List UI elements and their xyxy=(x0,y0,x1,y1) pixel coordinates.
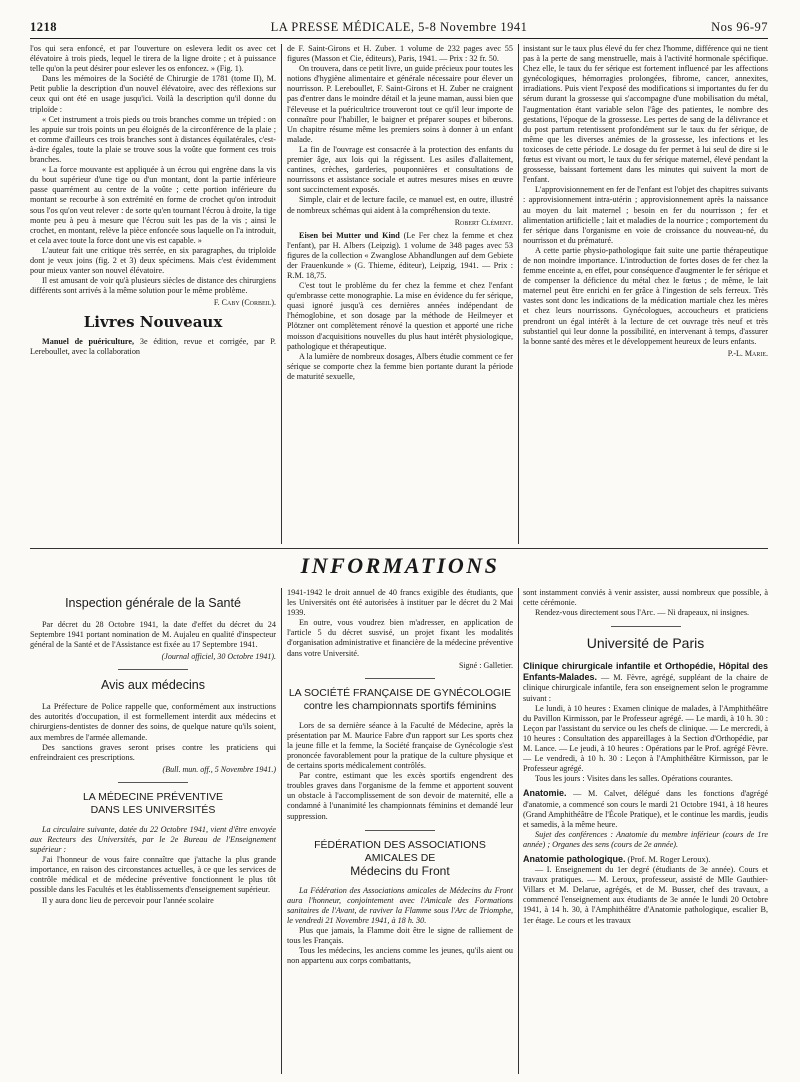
paragraph: Simple, clair et de lecture facile, ce manuel est, en outre, illustré de nombreux schémas qui aident à la compréhension du texte. xyxy=(287,195,513,215)
paragraph: A la lumière de nombreux dosages, Albers étudie comment ce fer sérique se comporte chez la femme bien portante durant la période de maturité sexuelle, xyxy=(287,351,513,381)
paragraph: de F. Saint-Girons et H. Zuber. 1 volume de 232 pages avec 55 figures (Masson et Cie, éditeurs), Paris, 1941. — Prix : 32 fr. 50. xyxy=(287,44,513,64)
paragraph: l'os qui sera enfoncé, et par l'ouverture on esleverа ledit os avec cet élévatoire à trois pieds, lequel le tirera de la ligne droite ; et à puissance telle qu'on la peut désirer pour eslever les os enfoncez. » (Fig. 1). xyxy=(30,44,276,74)
info-column-1 xyxy=(30,588,276,1078)
info-column-3 xyxy=(523,588,768,1078)
top-column-1 xyxy=(30,44,276,544)
separator xyxy=(611,626,681,627)
paragraph: Tous les médecins, les anciens comme les jeunes, qu'ils aient ou non appartenu aux corps combattants, xyxy=(287,946,513,966)
paragraph: 1941-1942 le droit annuel de 40 francs exigible des étudiants, que les Universités ont été autorisées à instituer par le décret du 2 Mai 1939. xyxy=(287,588,513,618)
separator xyxy=(118,782,188,783)
course-heading: Anatomie pathologique. xyxy=(523,853,626,864)
column-divider xyxy=(281,588,282,1074)
paragraph: Tous les jours : Visites dans les salles. Opérations courantes. xyxy=(535,774,733,784)
heading-medecine-preventive xyxy=(30,791,276,817)
paragraph: Lors de sa dernière séance à la Faculté de Médecine, après la présentation par M. Maurice Fabre d'un rapport sur Les sports chez la jeune fille et la femme, la Société française de Gynécologie s'est prononcée favorablement pour la pratique de la culture physique et de certains sports médicalement contrôlés. xyxy=(287,720,513,771)
book-details: (Le Fer chez la femme et chez l'enfant), par H. Albers (Leipzig). 1 volume de 348 pages avec 53 figures de la collection « Zwanglose Abhandlungen auf dem Gebiete der Frauenkunde » (G. Thieme, éditeur), Leipzig, 1941. — Prix : R.M. 18,75. xyxy=(287,230,513,280)
course-text: — M. Fèvre, agrégé, suppléant de la chaire de clinique chirurgicale infantile, fera son enseignement selon le programme suivant : xyxy=(523,673,768,703)
heading-line: DANS LES UNIVERSITÉS xyxy=(90,803,216,816)
paragraph: C'est tout le problème du fer chez la femme et chez l'enfant qu'embrasse cette monographie. La mise en évidence du fer sérique, quasi ignoré jusqu'à ces dernières années indépendant de l'hémoglobine, et son dosage par la méthode de Heilmeyer et Plötzner ont complètement rénové la question et apporté une riche moisson d'acquisitions nouvelles du plus haut intérêt physiologique, pathologique et thérapeutique. xyxy=(287,281,513,351)
page-header xyxy=(30,18,768,39)
separator xyxy=(365,678,435,679)
course-heading: Anatomie. xyxy=(523,788,567,799)
separator xyxy=(365,830,435,831)
paragraph: Dans les mémoires de la Société de Chirurgie de 1781 (tome II), M. Petit publie la description d'un nouvel élévatoire, avec des réflexions sur ceux qui ont été en usage jusqu'ici. Voilà la description qu'il donne du triploïde : xyxy=(30,74,276,114)
book-review xyxy=(287,231,513,281)
paragraph: La Préfecture de Police rappelle que, conformément aux instructions des autorités d'occupation, il est formellement interdit aux médecins et chirurgiens-dentistes de donner des soins, de quelque nature qu'ils soient, aux membres de l'armée allemande. xyxy=(30,702,276,742)
heading-avis-medecins: Avis aux médecins xyxy=(101,678,205,693)
heading-societe-gynecologie xyxy=(287,687,513,713)
heading-line: contre les championnats sportifs féminins xyxy=(303,699,497,712)
heading-inspection-sante: Inspection générale de la Santé xyxy=(65,596,241,610)
paragraph: — I. Enseignement du 1er degré (étudiants de 3e année). Cours et travaux pratiques. — M. Leroux, professeur, assisté de Mlle Gauthier-Villars et M. Delarue, agrégés, et de M. Busser, chef des travaux, a commencé l'enseignement aux étudiants de 3e année le lundi 20 Octobre 1941, à 14 h. 30, à l'Amphithéâtre d'Anatomie pathologique, escalier B, 1er étage. Le cours et les travaux xyxy=(523,865,768,925)
paragraph: La fin de l'ouvrage est consacrée à la protection des enfants du premier âge, aux lois qui la régissent. Les asiles d'allaitement, cantines, crèches, garderies, pouponnières et consultations de nourrissons et assistance sociale et autres mesures mises en œuvre sont succinctement exposés. xyxy=(287,144,513,195)
section-divider xyxy=(30,548,768,549)
book-review xyxy=(30,337,276,357)
info-column-2 xyxy=(287,588,513,1078)
paragraph: Plus que jamais, la Flamme doit être le signe de ralliement de tous les Français. xyxy=(287,925,513,946)
column-divider xyxy=(281,44,282,544)
course-heading: Clinique chirurgicale infantile et Orthopédie, Hôpital des Enfants-Malades. xyxy=(523,661,768,683)
paragraph: insistant sur le taux plus élevé du fer chez l'homme, différence qui ne tient pas à la perte de sang menstruelle, mais à l'activité hormonale spécifique. Chez elle, le taux du fer sérique est fortement influencé par les affections gynécologiques, hémorragies prolongées, fibrome, cancer, annexites, irradiations. Puis vient l'exposé des modifications si importantes du fer du sérum durant la grossesse qui s'accompagne d'une mobilisation du métal, l'augmentation étant variable selon l'âge des patientes, le nombre des gestations, l'époque de la grossesse. Les pertes de sang de la délivrance et du post partum retentissent profondément sur le taux du fer sérique, de même que les diverses anémies de la grossesse, les infections et les toxicoses de cette période. Le dosage du fer permet à lui seul de dire si le fœtus est vivant ou mort, le taux du fer sérique maternel, élevé pendant la grossesse, baissant fortement dans les minutes qui suivent la mort de l'enfant. xyxy=(523,44,768,185)
book-title: Manuel de puériculture, xyxy=(42,337,135,347)
signature: Signé : Galletier. xyxy=(459,660,513,670)
paragraph: L'auteur fait une critique très serrée, en six paragraphes, du triploïde dont je veux joins (fig. 2 et 3) deux spécimens. Mais c'est évidemment pour mieux vanter son nouvel élévatoire. xyxy=(30,245,276,276)
heading-universite-paris: Université de Paris xyxy=(586,635,705,652)
paragraph: Le lundi, à 10 heures : Examen clinique de malades, à l'Amphithéâtre du Pavillon Kirmisson, par le Professeur agrégé. — Le mardi, à 10 h. 30 : Leçon par l'assistant du service ou les chefs de clinique. — Le mercredi, à 10 heures : Consultation des appareillages à la Section d'Orthopédie, par M. Lance. — Le jeudi, à 10 heures : Opérations par le Prof. agrégé Fèvre. — Le vendredi, à 10 h. 30 : Leçon à l'Amphithéâtre Kirmisson, par le Professeur agrégé. xyxy=(523,703,768,774)
signature: F. Caby (Corbeil). xyxy=(213,298,276,308)
column-divider xyxy=(518,588,519,1074)
course-entry xyxy=(523,788,768,829)
source-citation: (Bull. mun. off., 5 Novembre 1941.) xyxy=(162,764,276,774)
section-heading-livres-nouveaux: Livres Nouveaux xyxy=(83,313,223,332)
separator xyxy=(118,669,188,670)
paragraph: Par décret du 28 Octobre 1941, la date d'effet du décret du 24 Septembre 1941 portant nomination de M. Aujaleu en qualité d'inspecteur général de la Santé et de l'Assistance est fixée au 17 Septembre 1941. xyxy=(30,620,276,650)
journal-title: LA PRESSE MÉDICALE, 5-8 Novembre 1941 xyxy=(270,20,528,34)
signature: Robert Clément. xyxy=(454,217,513,227)
paragraph: Il est amusant de voir qu'à plusieurs siècles de distance des chirurgiens différents sont arrivés à la même solution pour le même problème. xyxy=(30,276,276,296)
top-column-3 xyxy=(523,44,768,544)
paragraph: La circulaire suivante, datée du 22 Octobre 1941, vient d'être envoyée aux Recteurs des Universités, par le 2e Bureau de l'Enseignement supérieur : xyxy=(30,824,276,855)
paragraph: L'approvisionnement en fer de l'enfant est l'objet des chapitres suivants : approvisionnement intra-utérin ; approvisionnement après la naissance au moyen du lait maternel ; besoin en fer du nourrisson ; fer et alimentation artificielle ; lait et maladies de la nourrice ; comportement du fer sérique dans l'organisme en voie de croissance du nouveau-né, du nourrisson et du prématuré. xyxy=(523,185,768,245)
source-citation: (Journal officiel, 30 Octobre 1941). xyxy=(161,652,276,662)
book-details: 3e édition, revue et corrigée, par P. Lereboullet, avec la collaboration xyxy=(30,337,276,357)
paragraph: Sujet des conférences : Anatomie du membre inférieur (cours de 1re année) ; Organes des sens (cours de 2e année). xyxy=(523,829,768,849)
paragraph: Il y aura donc lieu de percevoir pour l'année scolaire xyxy=(42,895,214,905)
paragraph: En outre, vous voudrez bien m'adresser, en application de l'article 5 du décret susvisé, un projet fixant les modalités d'organisation administrative et financière de la médecine préventive dans votre Université. xyxy=(287,618,513,658)
heading-medecins-du-front xyxy=(287,839,513,878)
column-divider xyxy=(518,44,519,544)
paragraph: J'ai l'honneur de vous faire connaître que j'attache la plus grande importance, en raison des circonstances actuelles, à ce que les services de contrôle médical et de médecine préventive fonctionnent le plus tôt possible dans les Facultés et les établissements d'enseignement supérieur. xyxy=(30,855,276,895)
paragraph: Des sanctions graves seront prises contre les praticiens qui enfreindraient ces prescriptions. xyxy=(30,742,276,762)
course-entry xyxy=(523,661,768,703)
heading-line: FÉDÉRATION DES ASSOCIATIONS AMICALES DE xyxy=(314,838,486,864)
page-number: 1218 xyxy=(30,20,57,34)
top-column-2 xyxy=(287,44,513,544)
heading-line: Médecins du Front xyxy=(350,863,450,878)
course-text: — M. Calvet, délégué dans les fonctions d'agrégé d'anatomie, a commencé son cours le mardi 21 Octobre 1941, à 18 heures (Grand Amphithéâtre de l'École Pratique), et le continue les mardis, jeudis et samedis, à la même heure. xyxy=(523,789,768,829)
paragraph: « La force mouvante est appliquée à un écrou qui engrène dans la vis du bout supérieur d'une tige ou d'un montant, dont la partie inférieure passe quarrément au centre de la voûte ; cette portion inférieure du montant se recourbe à son extrémité en forme de crochet qu'on introduit sous l'os qu'on veut relever : de sorte qu'en tournant l'écrou à droite, la tige monte peu à peu à mesure que l'écrou suit les pas de la vis ; ainsi le crochet, en montant, relève la pièce enfoncée sous laquelle on l'a introduit, et cela avec toute la force dont une vis est capable. » xyxy=(30,165,276,245)
paragraph: La Fédération des Associations amicales de Médecins du Front aura l'honneur, conjointement avec l'Amicale des Formations sanitaires de l'Avant, de raviver la Flamme sous l'Arc de Triomphe, le vendredi 21 Novembre 1941, à 18 h. 30. xyxy=(287,885,513,925)
course-text: (Prof. M. Roger Leroux). xyxy=(625,854,711,864)
paragraph: Par contre, estimant que les excès sportifs engendrent des troubles graves dans l'organisme de la femme et apportent souvent un obstacle à l'accomplissement de son devoir de maternité, elle a condamné à l'unanimité les championnats féminins et demandé leur suppression. xyxy=(287,771,513,821)
course-entry xyxy=(523,854,768,865)
paragraph: A cette partie physio-pathologique fait suite une partie thérapeutique de non moindre importance. L'introduction de fortes doses de fer chez la femme enceinte a, en effet, pour conséquence d'augmenter le fer sérique et de compenser la déficience du métal chez le fœtus ; de même, le lait maternel peut être enrichi en fer grâce à l'ingestion de sels ferreux. Très vastes sont donc les indications de la médication martiale chez les mères et chez leurs nourrissons. Gynécologues, accoucheurs et praticiens prendront un égal intérêt à la lecture de cet ouvrage très neuf et très substantiel qui leur donne la possibilité, en intervenant à temps, d'assurer la bonne santé des mères et le développement heureux de leurs enfants. xyxy=(523,245,768,346)
paragraph: sont instamment conviés à venir assister, aussi nombreux que possible, à cette cérémonie. xyxy=(523,588,768,608)
heading-line: LA MÉDECINE PRÉVENTIVE xyxy=(82,790,224,803)
informations-heading: INFORMATIONS xyxy=(300,553,500,578)
signature: P.-L. Marie. xyxy=(727,348,768,358)
issue-number: Nos 96-97 xyxy=(711,20,768,34)
paragraph: On trouvera, dans ce petit livre, un guide précieux pour toutes les notions d'hygiène alimentaire et générale nécessaire pour élever un nourrisson. P. Lereboullet, F. Saint-Girons et H. Zuber ne craignent pas d'entrer dans le moindre détail et la jeune maman, aussi bien que l'éleveuse et la puéricultrice trouveront tout ce qu'il leur importe de connaître pour l'habiller, le baigner et préparer soupes et biberons. Un chapitre résume même les premiers soins à donner à un enfant malade. xyxy=(287,64,513,144)
book-title: Eisen bei Mutter und Kind xyxy=(299,230,400,240)
paragraph: « Cet instrument a trois pieds ou trois branches comme un trépied : on les appuie sur trois points un peu éloignés de la circonférence de la plaie ; et comme d'ailleurs ces trois branches sont à distances équilatérales, c'est-à-dire égales, toute la plaie se trouve sous la voûte que forment ces trois branches. xyxy=(30,114,276,165)
heading-line: LA SOCIÉTÉ FRANÇAISE DE GYNÉCOLOGIE xyxy=(288,686,512,699)
paragraph: Rendez-vous directement sous l'Arc. — Ni drapeaux, ni insignes. xyxy=(535,608,750,618)
